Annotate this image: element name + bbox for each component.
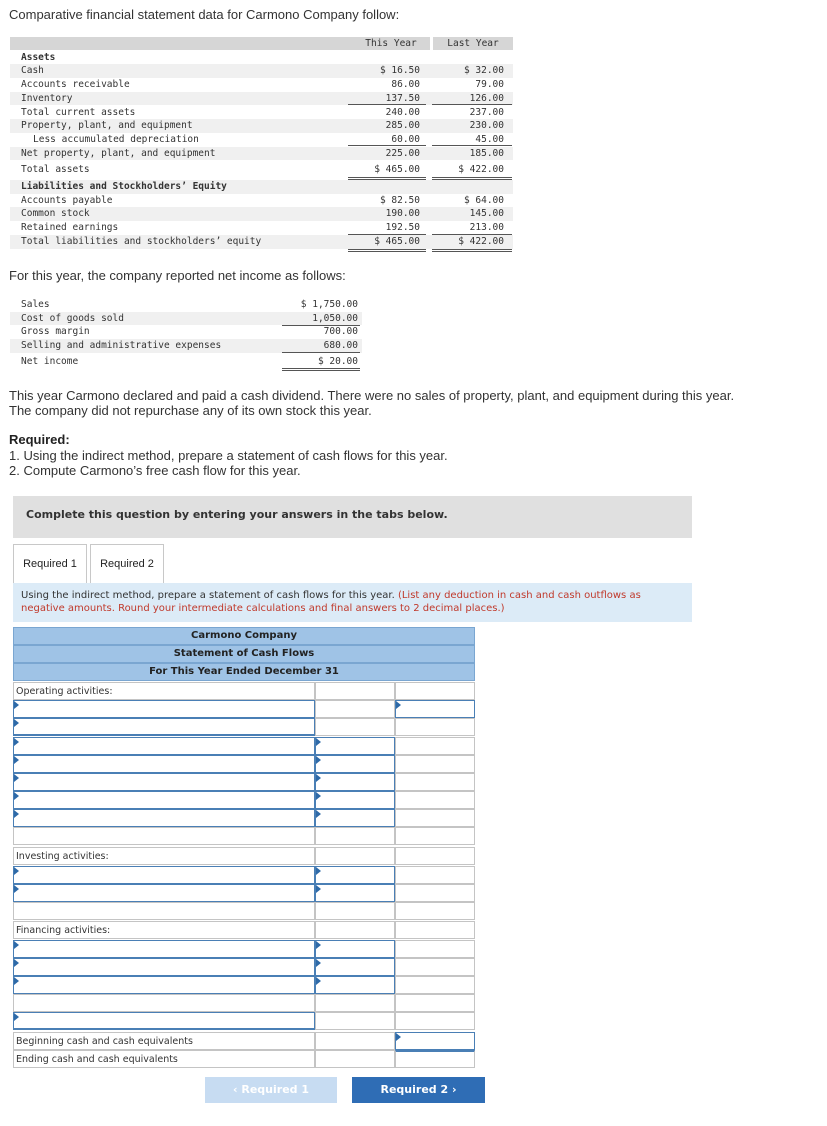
operating-label-input-6[interactable] (13, 791, 315, 809)
input-marker-icon (316, 959, 321, 967)
description-paragraph: This year Carmono declared and paid a cash dividend. There were no sales of property, plant, and equipment during this year. The company did not repurchase any of its own stock this year. (9, 388, 735, 418)
underline (348, 251, 426, 252)
table-row: Net property, plant, and equipment 225.00 185.00 (10, 147, 513, 161)
table-row: Cash $ 16.50 $ 32.00 (10, 64, 513, 78)
dropdown-icon (14, 810, 19, 818)
operating-amount-input-3[interactable] (315, 737, 395, 755)
investing-amount-input-1[interactable] (315, 866, 395, 884)
financing-label-input-1[interactable] (13, 940, 315, 958)
operating-label-input-7[interactable] (13, 809, 315, 827)
net-change-label-input[interactable] (13, 1012, 315, 1030)
dropdown-icon (14, 792, 19, 800)
financing-label-input-3[interactable] (13, 976, 315, 994)
financing-activities-label: Financing activities: (16, 925, 111, 936)
ending-cash-label: Ending cash and cash equivalents (16, 1054, 178, 1065)
operating-activities-label: Operating activities: (16, 686, 113, 697)
prev-button[interactable]: ‹ Required 1 (205, 1077, 337, 1103)
income-intro: For this year, the company reported net income as follows: (9, 268, 346, 283)
operating-label-input-2[interactable] (13, 718, 315, 736)
dropdown-icon (14, 719, 19, 727)
dropdown-icon (14, 885, 19, 893)
row-liab-heading (10, 180, 513, 194)
input-marker-icon (316, 738, 321, 746)
input-marker-icon (316, 810, 321, 818)
input-marker-icon (316, 792, 321, 800)
table-row: Inventory 137.50 126.00 (10, 92, 513, 106)
financing-amount-input-2[interactable] (315, 958, 395, 976)
investing-amount-input-2[interactable] (315, 884, 395, 902)
row-assets-heading (10, 51, 513, 65)
table-row: Accounts payable $ 82.50 $ 64.00 (21, 194, 504, 206)
operating-label-input-5[interactable] (13, 773, 315, 791)
operating-label-input-1[interactable] (13, 700, 315, 718)
input-marker-icon (316, 941, 321, 949)
table-row: Total current assets 240.00 237.00 (21, 106, 504, 118)
beginning-cash-input[interactable] (395, 1032, 475, 1050)
table-row: Sales $ 1,750.00 (21, 299, 358, 310)
dropdown-icon (14, 701, 19, 709)
dropdown-icon (14, 774, 19, 782)
operating-amount-input-4[interactable] (315, 755, 395, 773)
dropdown-icon (14, 1013, 19, 1021)
operating-label-input-4[interactable] (13, 755, 315, 773)
chevron-left-icon: ‹ (232, 1083, 242, 1096)
assets-heading: Assets (21, 51, 56, 63)
input-marker-icon (396, 1033, 401, 1041)
intro-text: Comparative financial statement data for Carmono Company follow: (9, 7, 400, 22)
instruction-box (13, 583, 692, 622)
dropdown-icon (14, 941, 19, 949)
col-header-last-year: Last Year (433, 37, 513, 50)
cash-flow-statement (13, 627, 475, 1070)
underline (432, 249, 512, 250)
input-marker-icon (316, 867, 321, 875)
input-marker-icon (396, 701, 401, 709)
required-heading: Required: (9, 432, 70, 447)
dropdown-icon (14, 959, 19, 967)
statement-title: Statement of Cash Flows (13, 645, 475, 663)
input-marker-icon (316, 756, 321, 764)
table-row: Gross margin 700.00 (21, 326, 358, 338)
table-row: Less accumulated depreciation 60.00 45.00 (33, 133, 504, 145)
dropdown-icon (14, 867, 19, 875)
operating-amount-input-7[interactable] (315, 809, 395, 827)
operating-label-input-3[interactable] (13, 737, 315, 755)
instruction-text: Using the indirect method, prepare a statement of cash flows for this year. (21, 590, 395, 601)
dropdown-icon (14, 977, 19, 985)
table-row: Total liabilities and stockholders’ equity $ 465.00 $ 422.00 (10, 235, 513, 249)
table-row: Retained earnings 192.50 213.00 (21, 222, 504, 234)
input-marker-icon (316, 977, 321, 985)
banner-text: Complete this question by entering your answers in the tabs below. (26, 508, 448, 521)
table-row: Total assets $ 465.00 $ 422.00 (21, 164, 504, 175)
financing-amount-input-1[interactable] (315, 940, 395, 958)
dropdown-icon (14, 738, 19, 746)
financing-amount-input-3[interactable] (315, 976, 395, 994)
dropdown-icon (14, 756, 19, 764)
tab-required-2[interactable]: Required 2 (90, 544, 164, 583)
beginning-cash-label: Beginning cash and cash equivalents (16, 1036, 193, 1047)
operating-amount-input-6[interactable] (315, 791, 395, 809)
underline (432, 177, 512, 178)
net-operating-amount-input[interactable] (395, 700, 475, 718)
investing-label-input-2[interactable] (13, 884, 315, 902)
statement-company: Carmono Company (13, 627, 475, 645)
liabilities-heading: Liabilities and Stockholders’ Equity (21, 181, 227, 192)
ending-cash-total (395, 1050, 475, 1068)
header-band (10, 37, 352, 50)
required-item-2: 2. Compute Carmono’s free cash flow for this year. (9, 463, 301, 478)
investing-activities-label: Investing activities: (16, 851, 109, 862)
input-marker-icon (316, 885, 321, 893)
instructions-banner (13, 496, 692, 538)
table-row: Net income $ 20.00 (21, 356, 358, 367)
required-item-1: 1. Using the indirect method, prepare a statement of cash flows for this year. (9, 448, 448, 463)
table-row: Accounts receivable 86.00 79.00 (21, 79, 504, 91)
instruction-note: (List any deduction in cash and cash outflows as negative amounts. Round your intermediate calculations and final answers to 2 decimal places.) (21, 590, 641, 614)
investing-label-input-1[interactable] (13, 866, 315, 884)
table-row: Property, plant, and equipment 285.00 230.00 (10, 119, 513, 133)
next-button[interactable]: Required 2 › (352, 1077, 485, 1103)
tab-required-1[interactable]: Required 1 (13, 544, 87, 583)
table-row: Selling and administrative expenses 680.00 (10, 339, 362, 353)
col-header-this-year: This Year (352, 37, 430, 50)
table-row: Common stock 190.00 145.00 (10, 207, 513, 221)
underline (348, 249, 426, 250)
table-row: Cost of goods sold 1,050.00 (10, 312, 362, 326)
underline (348, 177, 426, 178)
underline (282, 352, 360, 353)
operating-amount-input-5[interactable] (315, 773, 395, 791)
financing-label-input-2[interactable] (13, 958, 315, 976)
underline (282, 370, 360, 371)
balance-sheet-table (10, 37, 513, 253)
underline (432, 251, 512, 252)
underline (282, 368, 360, 369)
income-statement-table (10, 298, 362, 370)
input-marker-icon (316, 774, 321, 782)
statement-period: For This Year Ended December 31 (13, 663, 475, 681)
chevron-right-icon: › (448, 1083, 457, 1096)
